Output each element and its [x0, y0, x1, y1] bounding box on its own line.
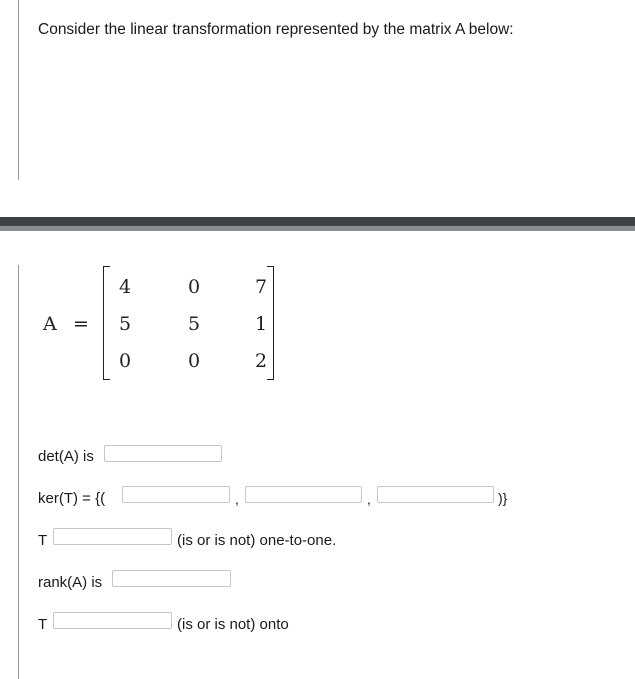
matrix-cell: 0 — [118, 350, 132, 372]
matrix-left-bracket — [103, 266, 110, 380]
onto-prefix: T — [38, 616, 48, 633]
ker-comma-1: , — [235, 491, 239, 507]
matrix-name: A — [43, 313, 57, 335]
matrix-cell: 7 — [254, 276, 268, 298]
one-to-one-suffix: (is or is not) one-to-one. — [177, 532, 337, 549]
ker-input-1[interactable] — [122, 486, 230, 503]
matrix-cell: 0 — [187, 350, 201, 372]
matrix-cell: 4 — [118, 276, 132, 298]
matrix-cell: 1 — [254, 313, 268, 335]
question-prompt: Consider the linear transformation represented by the matrix A below: — [38, 21, 514, 38]
ker-comma-2: , — [367, 491, 371, 507]
ker-label: ker(T) = {( — [38, 490, 106, 507]
left-border-bottom — [18, 265, 19, 679]
matrix-cell: 5 — [187, 313, 201, 335]
ker-input-2[interactable] — [245, 486, 362, 503]
det-input[interactable] — [104, 445, 222, 462]
equals-sign: = — [73, 313, 89, 335]
section-divider — [0, 217, 635, 231]
rank-input[interactable] — [112, 570, 231, 587]
ker-close: )} — [498, 490, 508, 506]
one-to-one-input[interactable] — [53, 528, 172, 545]
matrix-cell: 2 — [254, 350, 268, 372]
ker-input-3[interactable] — [377, 486, 494, 503]
onto-input[interactable] — [53, 612, 172, 629]
matrix-cell: 5 — [118, 313, 132, 335]
rank-label: rank(A) is — [38, 574, 103, 591]
left-border-top — [18, 0, 19, 180]
one-to-one-prefix: T — [38, 532, 48, 549]
matrix-cell: 0 — [187, 276, 201, 298]
det-label: det(A) is — [38, 448, 94, 465]
onto-suffix: (is or is not) onto — [177, 616, 289, 633]
